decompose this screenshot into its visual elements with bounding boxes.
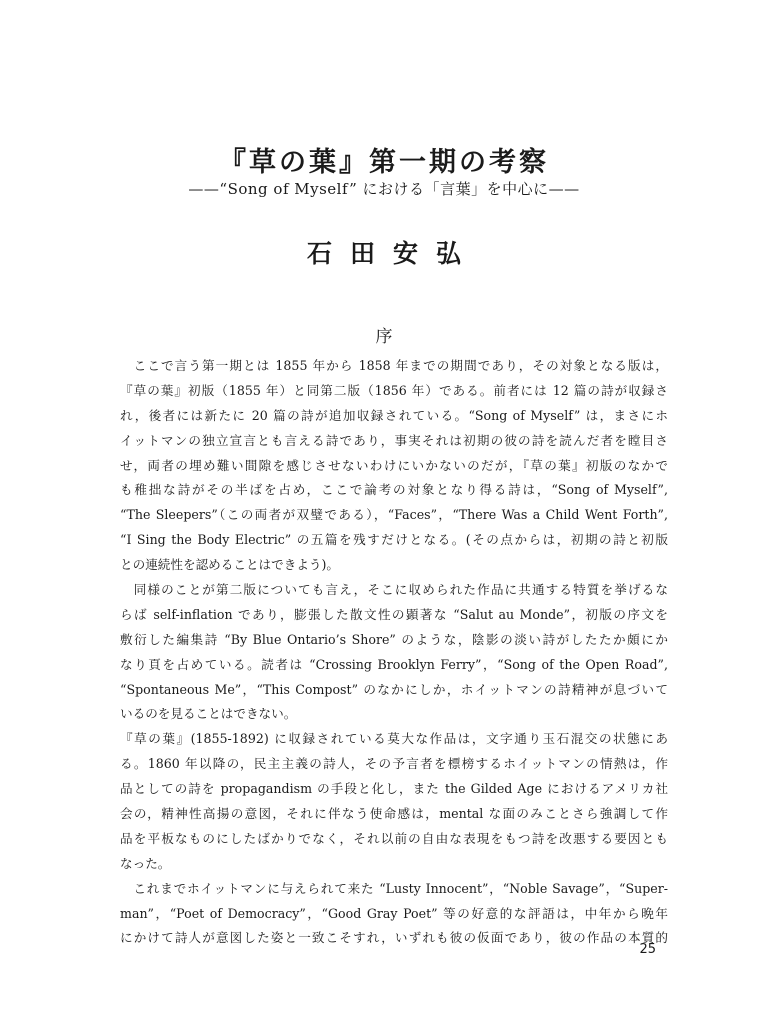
text-line: なり頁を占めている。読者は “Crossing Brooklyn Ferry”，“Song of the Open Road”, <box>120 656 668 672</box>
text-line: 品を平板なものにしたばかりでなく，それ以前の自由な表現をもつ詩を改悪する要因とも <box>120 830 668 846</box>
page-number: 25 <box>639 942 656 957</box>
text-line: “Spontaneous Me”，“This Compost” のなかにしか，ホイットマンの詩精神が息づいて <box>120 681 668 697</box>
text-line: 『草の葉』(1855-1892) に収録されている莫大な作品は，文字通り玉石混交の状態にあ <box>120 731 668 747</box>
text-line: も稚拙な詩がその半ばを占め，ここで論考の対象となり得る詩は，“Song of Myself”, <box>120 482 668 498</box>
text-line: 品としての詩を propagandism の手段と化し，また the Gilded Age におけるアメリカ社 <box>120 781 668 797</box>
text-line: “I Sing the Body Electric” の五篇を残すだけとなる。(その点からは，初期の詩と初版 <box>120 532 668 548</box>
author-name: 石田安弘 <box>306 239 479 268</box>
text-line: 会の，精神性高揚の意図，それに伴なう使命感は，mental な面のみことさら強調して作 <box>120 806 668 822</box>
text-line: 『草の葉』初版（1855 年）と同第二版（1856 年）である。前者には 12 篇の詩が収録さ <box>120 382 668 398</box>
text-line: る。1860 年以降の，民主主義の詩人，その予言者を標榜するホイットマンの情熱は，作 <box>120 756 668 772</box>
text-line: man”，“Poet of Democracy”，“Good Gray Poet” 等の好意的な評語は，中年から晩年 <box>120 905 668 921</box>
section-heading: 序 <box>375 327 393 347</box>
text-line: 敷衍した編集詩 “By Blue Ontario’s Shore” のような，陰影の淡い詩がしたたか頗にか <box>120 631 668 647</box>
article-subtitle: ——“Song of Myself” における「言葉」を中心に—— <box>188 180 580 198</box>
text-line: イットマンの独立宣言とも言える詩であり，事実それは初期の彼の詩を読んだ者を瞠目さ <box>120 432 668 448</box>
text-line: との連続性を認めることはできよう)。 <box>120 557 340 573</box>
text-line: なった。 <box>120 855 171 871</box>
text-line: ここで言う第一期とは 1855 年から 1858 年までの期間であり，その対象となる版は， <box>120 358 668 373</box>
text-line: “The Sleepers”（この両者が双璧である），“Faces”，“There Was a Child Went Forth”, <box>120 507 668 523</box>
text-line: いるのを見ることはできない。 <box>120 706 297 722</box>
article-title: 『草の葉』第一期の考察 <box>219 147 549 178</box>
text-line: 同様のことが第二版についても言え，そこに収められた作品に共通する特質を挙げるな <box>120 582 668 598</box>
body-text <box>120 354 668 951</box>
text-line: れ，後者には新たに 20 篇の詩が追加収録されている。“Song of Myself” は，まさにホ <box>120 407 668 423</box>
text-line: これまでホイットマンに与えられて来た “Lusty Innocent”，“Noble Savage”，“Super- <box>120 880 668 896</box>
text-line: せ，両者の埋め難い間隙を感じさせないわけにいかないのだが，『草の葉』初版のなかで <box>120 457 668 473</box>
text-line: にかけて詩人が意図した姿と一致こそすれ，いずれも彼の仮面であり，彼の作品の本質的 <box>120 930 668 946</box>
text-line: らば self-inflation であり，膨張した散文性の顕著な “Salut au Monde”，初版の序文を <box>120 606 668 622</box>
